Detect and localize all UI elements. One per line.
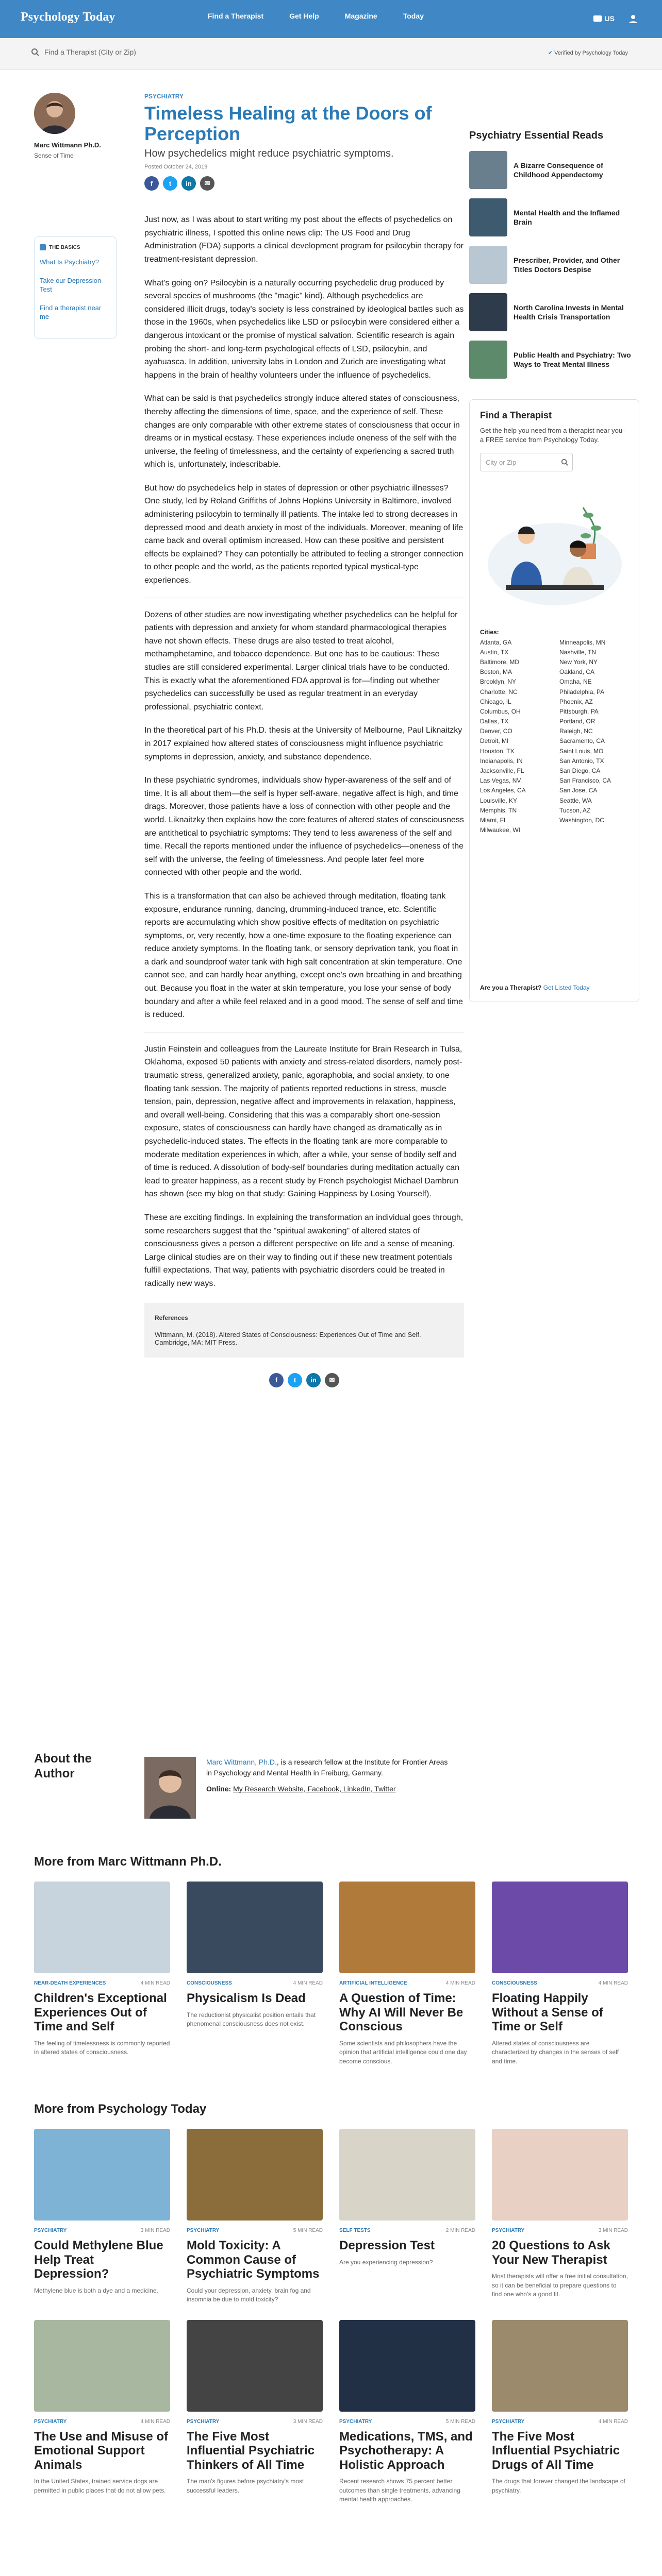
card-meta	[34, 2228, 170, 2233]
zip-input[interactable]: City or Zip	[480, 453, 573, 471]
card-image[interactable]	[492, 2129, 628, 2221]
references-title: References	[155, 1314, 188, 1321]
article-card[interactable]	[492, 2320, 628, 2504]
basics-icon	[40, 244, 46, 250]
city-link[interactable]: Columbus, OH	[480, 707, 521, 715]
city-link[interactable]: San Antonio, TX	[559, 757, 604, 765]
card-read-time: 4 MIN READ	[598, 1980, 628, 1986]
more-pt-title: More from Psychology Today	[34, 2102, 207, 2116]
city-link[interactable]: Phoenix, AZ	[559, 698, 593, 705]
card-description: The man's figures before psychiatry's most successful leaders.	[187, 2478, 304, 2494]
city-link[interactable]: Memphis, TN	[480, 806, 517, 814]
card-description: The drugs that forever changed the landscape of psychiatry.	[492, 2478, 625, 2494]
city-link[interactable]: Charlotte, NC	[480, 688, 518, 696]
card-category[interactable]: ARTIFICIAL INTELLIGENCE	[339, 1980, 407, 1986]
card-image[interactable]	[492, 1882, 628, 1973]
article-card[interactable]	[34, 2129, 170, 2304]
card-meta	[339, 1980, 475, 1986]
card-image[interactable]	[187, 2320, 323, 2412]
city-link[interactable]: Pittsburgh, PA	[559, 707, 599, 715]
card-read-time: 3 MIN READ	[598, 2228, 628, 2233]
article-subtitle: How psychedelics might reduce psychiatric symptoms.	[144, 148, 394, 160]
author-bio-name[interactable]: Marc Wittmann, Ph.D.	[206, 1758, 277, 1766]
city-link[interactable]: Nashville, TN	[559, 648, 597, 656]
card-meta	[492, 1980, 628, 1986]
references-box	[144, 1303, 464, 1358]
paragraph: These are exciting findings. In explaining the transformation an individual goes through, some researchers suggest that the "spiritual awakening" of altered states of consciousness gives a person a different perspective on life and a sense of meaning. Large clinical studies are on their way to finding out if these new treatment potentials fulfill expectations. That way, patients with psychiatric disorders could be treated in radically new ways.	[144, 1213, 464, 1288]
city-link[interactable]: Austin, TX	[480, 648, 509, 656]
card-category[interactable]: PSYCHIATRY	[34, 2418, 67, 2425]
article	[144, 93, 464, 1387]
card-category[interactable]: NEAR-DEATH EXPERIENCES	[34, 1980, 106, 1986]
city-link[interactable]: Brooklyn, NY	[480, 678, 517, 686]
search-bar	[0, 38, 662, 70]
city-link[interactable]: Jacksonville, FL	[480, 767, 524, 774]
therapy-illustration	[480, 487, 630, 611]
nav-find-therapist[interactable]: Find a Therapist	[208, 12, 264, 20]
city-link[interactable]: Omaha, NE	[559, 678, 592, 686]
paragraph: Justin Feinstein and colleagues from the Laureate Institute for Brain Research in Tulsa, Oklahoma, exposed 50 patients with anxiety and stress-related disorders, namely post-traumatic stress, generalized anxiety, panic, agoraphobia, and social anxiety, to one floating tank session. The majority of patients reported reductions in stress, muscle tension, pain, depression, negative affect and improvements in relaxation, happiness, and overall well-being. Considering that this was a comparably short one-session exposure, states of consciousness can hardly have changed as dramatically as in psychedelic-induced states. The effects in the floating tank are more comparable to moderate meditation experiences in which, after a while, your sense of bodily self and of time is reduced. A dissolution of body-self boundaries during meditation actually can lead to greater happiness, as a recent study by French psychologist Michael Dambrun has shown (see my blog on that study: Gaining Happiness by Losing Yourself).	[144, 1044, 462, 1199]
card-read-time: 3 MIN READ	[140, 2228, 170, 2233]
card-image[interactable]	[339, 2320, 475, 2412]
card-category[interactable]: CONSCIOUSNESS	[492, 1980, 537, 1986]
card-read-time: 3 MIN READ	[293, 2418, 323, 2425]
account-icon[interactable]	[625, 10, 641, 27]
card-category[interactable]: CONSCIOUSNESS	[187, 1980, 232, 1986]
card-title[interactable]: A Question of Time: Why AI Will Never Be Conscious	[339, 1991, 464, 2034]
card-image[interactable]	[339, 2129, 475, 2221]
author-avatar[interactable]	[34, 93, 75, 134]
find-therapist-title: Find a Therapist	[480, 410, 552, 420]
article-card[interactable]	[34, 2320, 170, 2504]
card-description: The feeling of timelessness is commonly reported in altered states of consciousness.	[34, 2039, 170, 2056]
city-link[interactable]: Chicago, IL	[480, 698, 511, 705]
city-link[interactable]: San Jose, CA	[559, 787, 598, 794]
card-image[interactable]	[34, 1882, 170, 1973]
site-logo[interactable]: Psychology Today	[21, 10, 115, 24]
find-therapist-box	[469, 399, 639, 1002]
card-read-time: 4 MIN READ	[445, 1980, 475, 1986]
linkedin-icon[interactable]: in	[306, 1373, 321, 1387]
card-read-time: 2 MIN READ	[445, 2228, 475, 2233]
article-card[interactable]	[34, 1882, 170, 2066]
posted-date: Posted October 24, 2019	[144, 164, 208, 171]
linkedin-icon[interactable]: in	[181, 176, 196, 191]
city-link[interactable]: Boston, MA	[480, 668, 512, 676]
card-meta	[187, 2228, 323, 2233]
card-category[interactable]: PSYCHIATRY	[187, 2228, 220, 2233]
card-title[interactable]: Could Methylene Blue Help Treat Depression?	[34, 2239, 163, 2281]
paragraph: This is a transformation that can also be achieved through meditation, floating tank exposure, endurance running, dancing, drumming-induced trance, etc. Scientific reports are accumulating which show positive effects of meditation on psychiatric symptoms, or, very recently, how a one-time exposure to the floating experience can reduce anxiety symptoms. In the floating tank, or sensory deprivation tank, you float in a dark and soundproof water tank with high salt concentration at skin temperature. One cannot see, and can hardly hear anything, except one's own breathing in and breathing out. Because you float in the water at skin temperature, you lose your sense of body boundary and after a while feel relaxed and in a good mood. The sense of self and time is reduced.	[144, 891, 463, 1020]
author-photo	[144, 1757, 196, 1819]
check-icon: ✔	[548, 50, 553, 56]
article-card[interactable]	[492, 1882, 628, 2066]
card-description: Are you experiencing depression?	[339, 2258, 433, 2266]
email-icon[interactable]: ✉	[325, 1373, 339, 1387]
card-meta	[187, 2419, 323, 2425]
paragraph: Dozens of other studies are now investigating whether psychedelics can be helpful for patients with depression and anxiety for whom standard pharmacological therapies have not shown effects. These drugs are also tested to treat alcohol, methamphetamine, and tobacco dependence. But one has to be cautious: These studies are still considered experimental. Larger clinical trials have to be conducted. This is exactly what the aforementioned FDA approval is for—finding out whether psychedelics can successfully be used as regular treatment in an everyday professional, psychiatric context.	[144, 610, 458, 711]
card-description: Methylene blue is both a dye and a medicine.	[34, 2286, 158, 2294]
share-buttons-top	[144, 176, 464, 191]
card-meta	[492, 2419, 628, 2425]
card-title[interactable]: Physicalism Is Dead	[187, 1991, 306, 2005]
more-from-pt	[34, 2102, 627, 2504]
card-category[interactable]: PSYCHIATRY	[492, 2228, 525, 2233]
find-therapist-sub: Get the help you need from a therapist near you–a FREE service from Psychology Today.	[480, 427, 626, 444]
nav-magazine[interactable]: Magazine	[344, 12, 377, 20]
city-link[interactable]: Minneapolis, MN	[559, 638, 606, 646]
region-selector[interactable]	[593, 14, 615, 23]
card-title[interactable]: Depression Test	[339, 2239, 435, 2252]
card-title[interactable]: Medications, TMS, and Psychotherapy: A Holistic Approach	[339, 2429, 473, 2472]
card-description: The reductionist physicalist position entails that phenomenal consciousness does not exist.	[187, 2011, 316, 2027]
card-description: Some scientists and philosophers have the opinion that artificial intelligence could one day become conscious.	[339, 2039, 467, 2065]
paragraph: In the theoretical part of his Ph.D. thesis at the University of Melbourne, Paul Liknaitzky in 2017 explained how altered states of consciousness might influence psychiatric symptoms in depression, anxiety, and substance dependence.	[144, 726, 462, 761]
card-read-time: 4 MIN READ	[598, 2418, 628, 2425]
card-meta	[339, 2419, 475, 2425]
author-online: Online: My Research Website, Facebook, LinkedIn, Twitter	[206, 1785, 396, 1793]
city-link[interactable]: San Francisco, CA	[559, 777, 611, 785]
author-name[interactable]: Marc Wittmann Ph.D.	[34, 141, 101, 149]
card-image[interactable]	[34, 2320, 170, 2412]
twitter-icon[interactable]: t	[288, 1373, 302, 1387]
card-meta	[339, 2228, 475, 2233]
card-category[interactable]: PSYCHIATRY	[34, 2228, 67, 2233]
paragraph: Just now, as I was about to start writing my post about the effects of psychedelics on psychiatric illness, I spotted this online news clip: The US Food and Drug Administration (FDA) supports a clinical development program for psilocybin therapy for treatment-resistant depression.	[144, 215, 464, 264]
card-meta	[34, 1980, 170, 1986]
city-link[interactable]: Washington, DC	[559, 816, 604, 824]
city-link[interactable]: Denver, CO	[480, 727, 512, 735]
card-description: In the United States, trained service dogs are permitted in public places that do not allow pets.	[34, 2478, 166, 2494]
card-read-time: 4 MIN READ	[140, 1980, 170, 1986]
city-link[interactable]: Milwaukee, WI	[480, 826, 521, 834]
card-category[interactable]: PSYCHIATRY	[339, 2418, 372, 2425]
essential-read-item[interactable]: Mental Health and the Inflamed Brain	[469, 198, 639, 236]
basics-link-what-is-psychiatry[interactable]: What Is Psychiatry?	[40, 258, 99, 266]
city-link[interactable]: Seattle, WA	[559, 796, 592, 804]
card-description: Could your depression, anxiety, brain fog and insomnia be due to mold toxicity?	[187, 2286, 311, 2303]
card-image[interactable]	[339, 1882, 475, 1973]
facebook-icon[interactable]: f	[144, 176, 159, 191]
reference-item: Wittmann, M. (2018). Altered States of Consciousness: Experiences Out of Time and Self. Cambridge, MA: MIT Press.	[155, 1330, 421, 1346]
card-description: Most therapists will offer a free initial consultation, so it can be beneficial to prepare questions to find one who's a good fit.	[492, 2273, 628, 2298]
main-nav	[208, 12, 424, 20]
article-card[interactable]	[492, 2129, 628, 2304]
essential-thumb	[469, 341, 507, 379]
card-description: Recent research shows 75 percent better outcomes than single treatments, advancing mental health approaches.	[339, 2478, 460, 2503]
paragraph: What can be said is that psychedelics strongly induce altered states of consciousness, thereby affecting the dimensions of time, space, and the experience of self. These changes are only comparable with other extreme states of consciousness that occur in dreams or in mystical ecstasy. These experiences include oneness of the self with the universe, the feeling of timelessness, and the certainty of experiencing a sacred truth which is, unfortunately, indescribable.	[144, 394, 460, 469]
nav-today[interactable]: Today	[403, 12, 424, 20]
article-card[interactable]	[339, 2320, 475, 2504]
city-link[interactable]: Indianapolis, IN	[480, 757, 523, 765]
article-card[interactable]	[187, 1882, 323, 2066]
email-icon[interactable]: ✉	[200, 176, 214, 191]
card-description: Altered states of consciousness are characterized by changes in the senses of self and time.	[492, 2039, 619, 2065]
card-meta	[492, 2228, 628, 2233]
city-link[interactable]: Sacramento, CA	[559, 737, 605, 745]
card-image[interactable]	[34, 2129, 170, 2221]
basics-link-find-therapist[interactable]: Find a therapist near me	[40, 303, 102, 321]
blog-name[interactable]: Sense of Time	[34, 152, 74, 159]
city-link[interactable]: Philadelphia, PA	[559, 688, 605, 696]
city-link[interactable]: New York, NY	[559, 658, 598, 666]
card-read-time: 5 MIN READ	[445, 2418, 475, 2425]
card-category[interactable]: PSYCHIATRY	[187, 2418, 220, 2425]
flag-icon	[593, 15, 602, 22]
essential-read-item[interactable]: A Bizarre Consequence of Childhood Appendectomy	[469, 151, 639, 189]
card-category[interactable]: PSYCHIATRY	[492, 2418, 525, 2425]
paragraph: What's going on? Psilocybin is a naturally occurring psychedelic drug produced by several species of mushrooms (the "magic" kind). Although psychedelics are considered illicit drugs, today's society is less constrained by ideological battles such as those in the 1960s, when psychedelics like LSD or psilocybin were considered either a dangerous intoxicant or the promise of mystical salvation. Scientific research is again probing the short- and long-term psychological effects of LSD, psilocybin, and ayahuasca. In addition, university labs in London and Zurich are investigating what happens in the brain of healthy volunteers under the influence of psychedelics.	[144, 278, 464, 380]
essential-thumb	[469, 198, 507, 236]
city-link[interactable]: Oakland, CA	[559, 668, 595, 676]
city-link[interactable]: Miami, FL	[480, 816, 507, 824]
author-online-links[interactable]: My Research Website, Facebook, LinkedIn, Twitter	[233, 1785, 396, 1793]
about-author-title: About the Author	[34, 1752, 92, 1781]
therapist-search[interactable]	[31, 48, 136, 56]
card-image[interactable]	[492, 2320, 628, 2412]
article-card[interactable]	[339, 1882, 475, 2066]
article-card[interactable]	[187, 2320, 323, 2504]
card-image[interactable]	[187, 2129, 323, 2221]
therapist-cta: Are you a Therapist? Get Listed Today	[480, 984, 590, 991]
card-title[interactable]: 20 Questions to Ask Your New Therapist	[492, 2239, 610, 2267]
city-link[interactable]: Baltimore, MD	[480, 658, 520, 666]
card-title[interactable]: The Use and Misuse of Emotional Support Animals	[34, 2429, 169, 2472]
essential-read-item[interactable]: North Carolina Invests in Mental Health Crisis Transportation	[469, 293, 639, 331]
share-buttons-bottom	[144, 1373, 464, 1387]
city-link[interactable]: Portland, OR	[559, 718, 595, 725]
basics-box	[34, 236, 117, 338]
top-navbar	[0, 0, 662, 38]
city-link[interactable]: Tucson, AZ	[559, 806, 591, 814]
city-link[interactable]: Atlanta, GA	[480, 638, 512, 646]
twitter-icon[interactable]: t	[163, 176, 177, 191]
article-body	[144, 213, 464, 1290]
article-card[interactable]	[339, 2129, 475, 2304]
verified-label: ✔ Verified by Psychology Today	[548, 50, 628, 56]
more-from-author	[34, 1855, 627, 2066]
card-category[interactable]: SELF TESTS	[339, 2228, 371, 2233]
essential-read-item[interactable]: Prescriber, Provider, and Other Titles Doctors Despise	[469, 246, 639, 284]
card-meta	[187, 1980, 323, 1986]
city-link[interactable]: Los Angeles, CA	[480, 787, 526, 794]
basics-header: THE BASICS	[40, 244, 111, 250]
city-link[interactable]: Las Vegas, NV	[480, 777, 521, 785]
article-card[interactable]	[187, 2129, 323, 2304]
more-author-title: More from Marc Wittmann Ph.D.	[34, 1855, 222, 1869]
card-read-time: 4 MIN READ	[293, 1980, 323, 1986]
city-link[interactable]: Raleigh, NC	[559, 727, 593, 735]
search-icon	[31, 48, 39, 56]
essential-thumb	[469, 293, 507, 331]
card-title[interactable]: The Five Most Influential Psychiatric Drugs of All Time	[492, 2429, 620, 2472]
search-icon[interactable]	[561, 459, 568, 466]
card-title[interactable]: The Five Most Influential Psychiatric Thinkers of All Time	[187, 2429, 315, 2472]
author-sidebar	[34, 93, 117, 338]
cities-list	[480, 628, 628, 835]
article-title: Timeless Healing at the Doors of Perception	[144, 103, 432, 144]
city-link[interactable]: Detroit, MI	[480, 737, 509, 745]
essential-thumb	[469, 246, 507, 284]
article-category[interactable]: PSYCHIATRY	[144, 93, 184, 100]
author-bio: Marc Wittmann, Ph.D., is a research fellow at the Institute for Frontier Areas in Psychology and Mental Health in Freiburg, Germany. Online: My Research Website, Facebook, LinkedIn, Twitter	[206, 1757, 454, 1819]
city-link[interactable]: Dallas, TX	[480, 718, 509, 725]
card-read-time: 4 MIN READ	[140, 2418, 170, 2425]
cities-label: Cities:	[480, 629, 499, 636]
card-title[interactable]: Floating Happily Without a Sense of Time or Self	[492, 1991, 603, 2034]
card-meta	[34, 2419, 170, 2425]
right-sidebar	[469, 130, 639, 1002]
essential-thumb	[469, 151, 507, 189]
card-title[interactable]: Children's Exceptional Experiences Out of Time and Self	[34, 1991, 167, 2034]
essential-reads-title: Psychiatry Essential Reads	[469, 130, 604, 141]
city-link[interactable]: Houston, TX	[480, 747, 515, 755]
city-link[interactable]: Louisville, KY	[480, 796, 518, 804]
nav-get-help[interactable]: Get Help	[289, 12, 319, 20]
card-title[interactable]: Mold Toxicity: A Common Cause of Psychiatric Symptoms	[187, 2239, 320, 2281]
paragraph: But how do psychedelics help in states of depression or other psychiatric illnesses? One study, led by Roland Griffiths of Johns Hopkins University in Baltimore, involved administering psilocybin to terminally ill patients. The intake led to strong decreases in depressed mood and death anxiety in most of the individuals. Moreover, meaning of life came back and overall optimism increased. How can these positive and persistent effects be explained? They can potentially be attributed to feeling a stronger connection to other people and the world, as the patients reported typical mystical-type experiences.	[144, 483, 464, 585]
card-image[interactable]	[187, 1882, 323, 1973]
basics-link-depression-test[interactable]: Take our Depression Test	[40, 276, 102, 294]
essential-read-item[interactable]: Public Health and Psychiatry: Two Ways to Treat Mental Illness	[469, 341, 639, 379]
region-label: US	[604, 14, 615, 23]
city-link[interactable]: Saint Louis, MO	[559, 747, 604, 755]
paragraph: In these psychiatric syndromes, individuals show hyper-awareness of the self and of time. It is all about them—the self is hyper self-aware, negative affect is high, and time drags. Moreover, those patients have a loss of connection with other people and the world. Liknaitzky then explains how the core features of altered states of consciousness are antithetical to psychiatric symptoms: They tend to less awareness of the self and time. Recall the reports mentioned under the influence of psychedelics—oneness of the self with the universe, the feeling of timelessness. And people later feel more connected with other people and the world.	[144, 776, 464, 877]
get-listed-link[interactable]: Get Listed Today	[543, 984, 590, 991]
search-input[interactable]: Find a Therapist (City or Zip)	[44, 48, 136, 56]
facebook-icon[interactable]: f	[269, 1373, 284, 1387]
card-read-time: 5 MIN READ	[293, 2228, 323, 2233]
city-link[interactable]: San Diego, CA	[559, 767, 601, 774]
